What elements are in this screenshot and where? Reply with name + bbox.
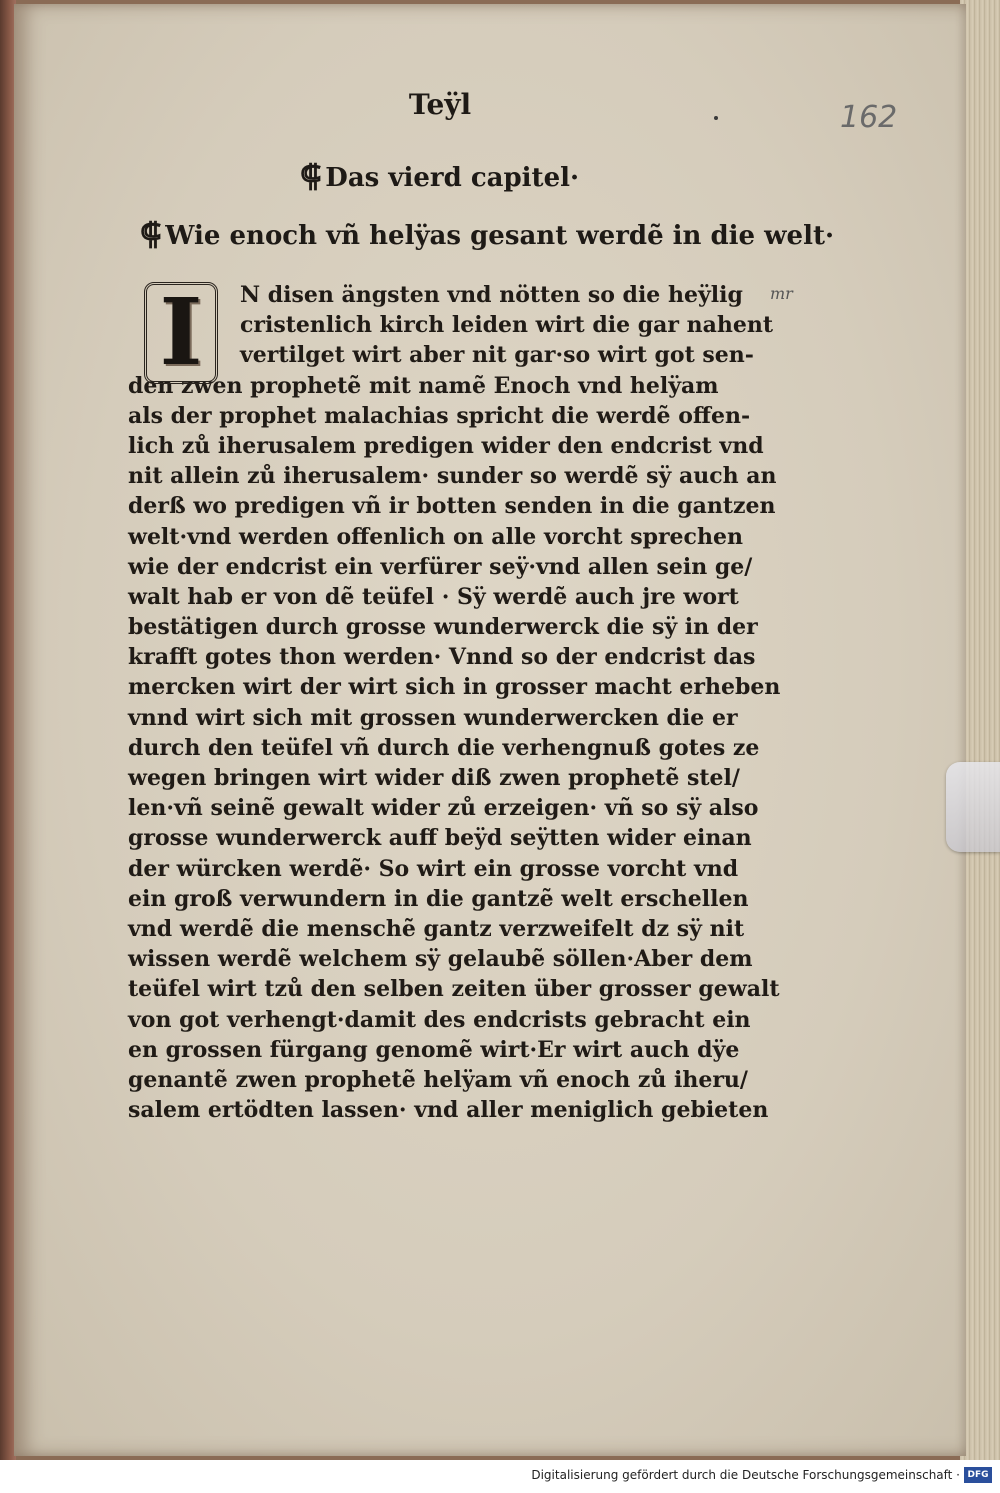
text-line: vnd werdẽ die menschẽ gantz verzweifelt dz sÿ nit [128, 915, 745, 942]
ink-dot [714, 116, 718, 120]
chapter-subtitle [140, 212, 834, 253]
text-line: krafft gotes thon werden· Vnnd so der endcrist das [128, 644, 756, 671]
text-line: teüfel wirt tzů den selben zeiten über grosser gewalt [128, 976, 780, 1003]
text-line: N disen ängsten vnd nötten so die heÿlig [240, 282, 743, 308]
text-line: als der prophet malachias spricht die werdẽ offen- [128, 402, 751, 429]
text-line: wegen bringen wirt wider diß zwen prophetẽ stel/ [128, 765, 740, 791]
footer-credit: Digitalisierung gefördert durch die Deutsche Forschungsgemeinschaft · [531, 1468, 960, 1482]
folio-number: 162 [840, 100, 898, 135]
dfg-logo: DFG [964, 1467, 992, 1483]
text-line: den zwen prophetẽ mit namẽ Enoch vnd helÿam [128, 372, 719, 399]
text-line: welt·vnd werden offenlich on alle vorcht sprechen [128, 523, 743, 550]
text-line: grosse wunderwerck auff beÿd seÿtten wider einan [128, 825, 752, 852]
text-line: derß wo predigen vñ ir botten senden in die gantzen [128, 493, 776, 520]
text-line: durch den teüfel vñ durch die verhengnuß gotes ze [128, 734, 760, 761]
running-header: Teÿl [408, 88, 472, 121]
text-line: der würcken werdẽ· So wirt ein grosse vorcht vnd [128, 855, 739, 882]
decorated-initial: I [142, 280, 220, 386]
text-line: genantẽ zwen prophetẽ helÿam vñ enoch zů iheru/ [128, 1066, 748, 1093]
chapter-title [300, 154, 579, 195]
pilcrow-icon: ⸿ [140, 217, 162, 252]
text-line: vertilget wirt aber nit gar·so wirt got sen- [240, 342, 754, 369]
text-line: len·vñ seinẽ gewalt wider zů erzeigen· vñ so sÿ also [128, 795, 759, 822]
chapter-subtitle-text: Wie enoch vñ helÿas gesant werdẽ in die welt· [165, 221, 835, 251]
text-line: en grossen fürgang genomẽ wirt·Er wirt auch dÿe [128, 1036, 740, 1063]
text-line: bestätigen durch grosse wunderwerck die sÿ in der [128, 614, 758, 641]
text-line: nit allein zů iherusalem· sunder so werdẽ sÿ auch an [128, 463, 777, 490]
page-clip [946, 762, 1000, 852]
text-line: walt hab er von dẽ teüfel · Sÿ werdẽ auch jre wort [128, 583, 739, 610]
text-line: cristenlich kirch leiden wirt die gar nahent [240, 312, 774, 339]
chapter-title-text: Das vierd capitel· [325, 163, 580, 193]
text-line: von got verhengt·damit des endcrists gebracht ein [128, 1006, 751, 1033]
page-stack-edge [960, 0, 1000, 1460]
body-text [128, 280, 781, 1125]
pilcrow-icon: ⸿ [300, 159, 322, 194]
text-line: lich zů iherusalem predigen wider den endcrist vnd [128, 432, 764, 459]
footer-bar [0, 1460, 1000, 1493]
text-line: wissen werdẽ welchem sÿ gelaubẽ söllen·Aber dem [128, 946, 753, 973]
text-line: ein groß verwundern in die gantzẽ welt erschellen [128, 885, 749, 912]
text-line: mercken wirt der wirt sich in grosser macht erheben [128, 674, 781, 701]
text-line: wie der endcrist ein verfürer seÿ·vnd allen sein ge/ [128, 553, 753, 580]
text-line: salem ertödten lassen· vnd aller meniglich gebieten [128, 1097, 769, 1124]
text-line: vnnd wirt sich mit grossen wunderwercken die er [128, 704, 738, 731]
margin-note: mr [770, 284, 793, 303]
